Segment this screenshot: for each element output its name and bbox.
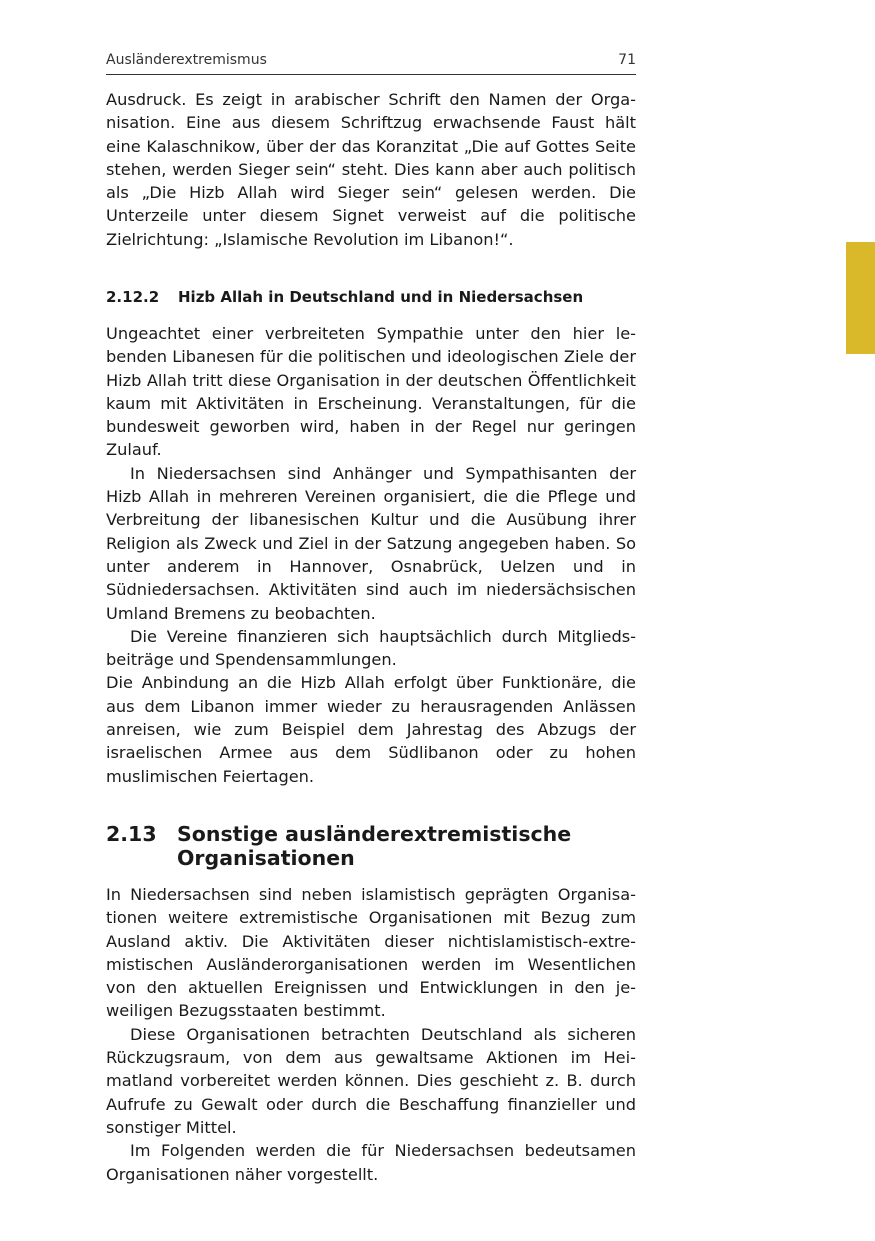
running-header-title: Ausländerextremismus [106, 52, 267, 68]
intro-block [106, 88, 636, 251]
section-title: Sonstige ausländerextremistische Organisationen [177, 822, 572, 870]
paragraph: In Niedersachsen sind Anhänger und Sympathisanten der Hizb Allah in mehreren Vereinen organisiert, die die Pflege und Verbreitung der libanesischen Kultur und die Ausübung ihrer Religion als Zweck und Ziel in der Satzung angegeben haben. So unter anderem in Hannover, Osnabrück, Uelzen und in Südniedersachsen. Aktivitäten sind auch im niedersächsischen Umland Bremens zu beobachten. [106, 463, 636, 623]
page-number: 71 [618, 52, 636, 68]
section-2-13-body [106, 883, 636, 1186]
section-number: 2.12.2 [106, 288, 160, 306]
paragraph: Die Vereine finanzieren sich hauptsächlich durch Mitgliedsbeiträge und Spendensammlungen. [106, 626, 636, 670]
section-number: 2.13 [106, 822, 157, 846]
section-heading-2-13 [106, 822, 636, 870]
paragraph: In Niedersachsen sind neben islamistisch geprägten Organisationen weitere extremistische Organisationen mit Bezug zum Ausland aktiv. Die Aktivitäten dieser nichtislamistisch-extremistischen Ausländerorganisationen werden im Wesentlichen von den aktuellen Ereignissen und Entwicklungen in den jeweiligen Bezugsstaaten bestimmt. [106, 885, 636, 1021]
paragraph: Ungeachtet einer verbreiteten Sympathie unter den hier lebenden Libanesen für die politischen und ideologischen Ziele der Hizb Allah tritt diese Organisation in der deutschen Öffentlichkeit kaum mit Aktivitäten in Erscheinung. Veranstaltungen, für die bundesweit geworben wird, haben in der Regel nur geringen Zulauf. [106, 324, 636, 460]
section-2-12-2-body [106, 322, 636, 788]
paragraph: Im Folgenden werden die für Niedersachsen bedeutsamen Organisationen näher vorgestellt. [106, 1141, 636, 1184]
running-header [106, 50, 636, 75]
section-title: Hizb Allah in Deutschland und in Niedersachsen [178, 288, 584, 306]
section-heading-2-12-2 [106, 288, 636, 306]
paragraph: Die Anbindung an die Hizb Allah erfolgt über Funktionäre, die aus dem Libanon immer wieder zu herausragenden Anlässen anreisen, wie zum Beispiel dem Jahrestag des Abzugs der israelischen Armee aus dem Südlibanon oder zu hohen muslimischen Feiertagen. [106, 673, 636, 786]
intro-paragraph: Ausdruck. Es zeigt in arabischer Schrift den Namen der Organisation. Eine aus diesem Schriftzug erwachsende Faust hält eine Kalaschnikow, über der das Koranzitat „Die auf Gottes Seite stehen, werden Sieger sein“ steht. Dies kann aber auch politisch als „Die Hizb Allah wird Sieger sein“ gelesen werden. Die Unterzeile unter diesem Signet verweist auf die politische Zielrichtung: „Islamische Revolution im Libanon!“. [106, 90, 636, 249]
chapter-color-tab [846, 242, 875, 354]
paragraph: Diese Organisationen betrachten Deutschland als sicheren Rückzugsraum, von dem aus gewaltsame Aktionen im Heimatland vorbereitet werden können. Dies geschieht z. B. durch Aufrufe zu Gewalt oder durch die Beschaffung finanzieller und sonstiger Mittel. [106, 1024, 636, 1137]
